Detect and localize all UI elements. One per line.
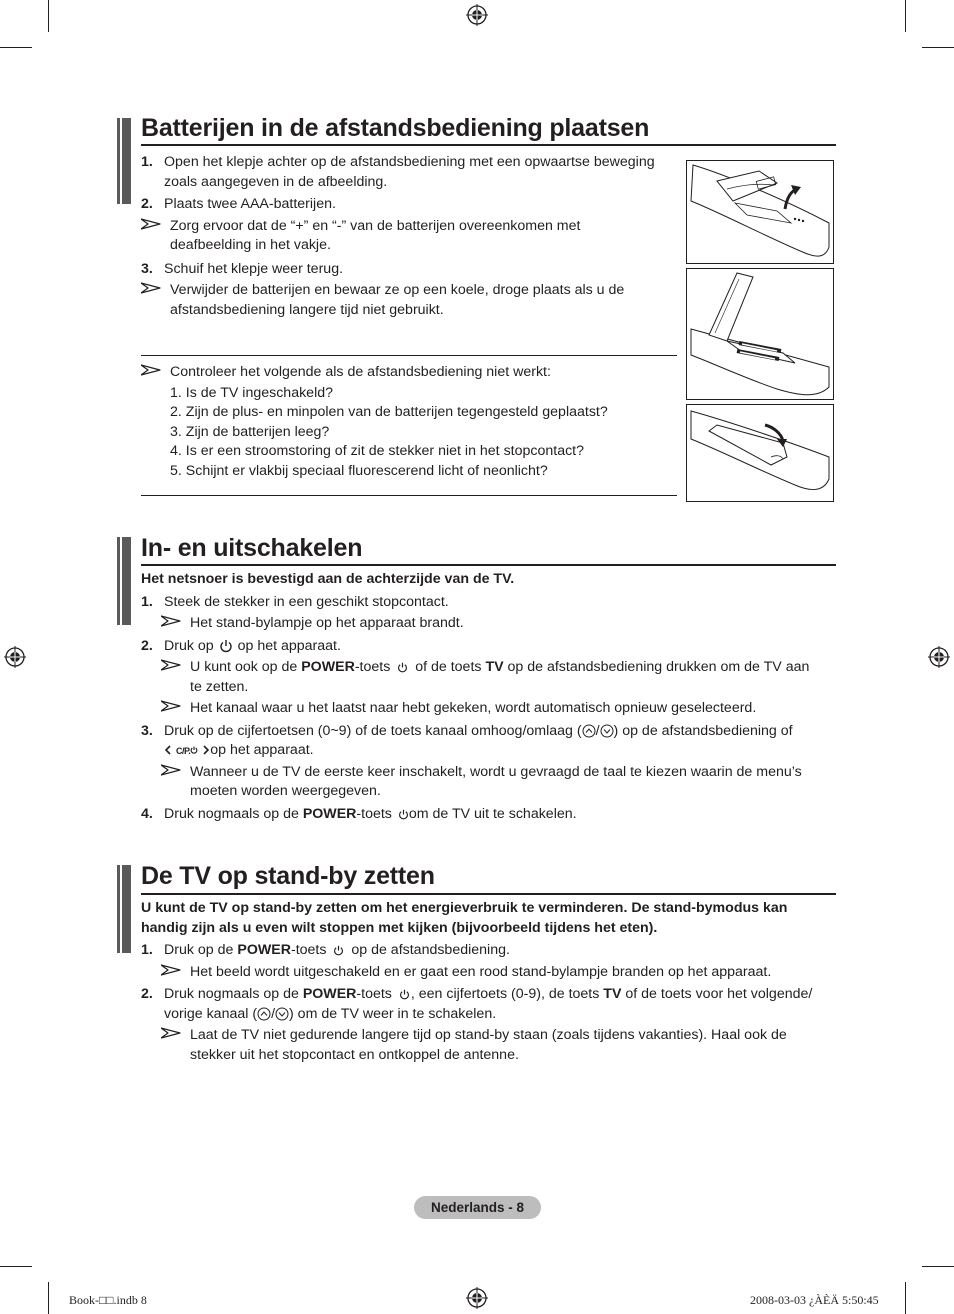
power-key-label: POWER [301, 659, 355, 675]
note-text: afstandsbediening langere tijd niet gebruikt. [170, 302, 444, 318]
step-text-part: Druk op de cijfertoetsen (0~9) of de toets kanaal omhoog/omlaag ( [164, 723, 582, 739]
channel-key-label: C/P. [175, 746, 191, 756]
step-number: 1. [141, 594, 153, 610]
divider [141, 495, 677, 496]
tv-key-label: TV [603, 986, 622, 1002]
step-text-part: -toets [356, 986, 392, 1002]
registration-mark-icon [928, 646, 950, 668]
step-text-part: vorige kanaal ( [164, 1006, 258, 1022]
note-arrow-icon [161, 1027, 181, 1039]
note-text: Het beeld wordt uitgeschakeld en er gaat een rood stand-bylampje branden op het apparaat. [190, 964, 772, 980]
note-text [190, 657, 809, 677]
note-text-part: U kunt ook op de [190, 659, 298, 675]
checklist-item: 3. Zijn de batterijen leeg? [170, 424, 330, 440]
step-text-part: Druk nogmaals op de [164, 986, 299, 1002]
note-arrow-icon [161, 964, 181, 976]
note-text: stekker uit het stopcontact en ontkoppel de antenne. [190, 1047, 519, 1063]
checklist-intro: Controleer het volgende als de afstandsbediening niet werkt: [170, 364, 551, 380]
section-intro: U kunt de TV op stand-by zetten om het energieverbruik te verminderen. De stand-bymodus kan [141, 900, 788, 916]
note-text-part: of de toets [415, 659, 482, 675]
step-text-part: op het apparaat. [210, 742, 314, 758]
page-number-badge: Nederlands - 8 [414, 1196, 541, 1219]
section-title: De TV op stand-by zetten [141, 862, 435, 890]
power-key-label: POWER [302, 806, 357, 822]
note-text-part: op de afstandsbediening drukken om de TV aan [507, 659, 810, 675]
power-icon [399, 989, 410, 1000]
step-text: Open het klepje achter op de afstandsbediening met een opwaartse beweging [164, 154, 655, 170]
section-intro: handig zijn als u even wilt stoppen met kijken (bijvoorbeeld tijdens het eten). [141, 920, 658, 936]
step-text-part: ) op de afstandsbediening of [613, 723, 793, 739]
step-number: 2. [141, 638, 153, 654]
step-text: Plaats twee AAA-batterijen. [164, 196, 336, 212]
section-rule [141, 893, 836, 895]
note-text: Het stand-bylampje op het apparaat brandt. [190, 615, 464, 631]
step-text-part: ) om de TV weer in te schakelen. [289, 1006, 497, 1022]
step-text-part: of de toets voor het volgende/ [625, 986, 813, 1002]
tv-key-label: TV [485, 659, 504, 675]
note-text: deafbeelding in het vakje. [170, 237, 331, 253]
note-arrow-icon [141, 218, 161, 230]
section-intro: Het netsnoer is bevestigd aan de achterzijde van de TV. [141, 571, 515, 587]
note-text: Zorg ervoor dat de “+” en “-” van de batterijen overeenkomen met [170, 218, 581, 234]
print-slug-left: Book-□□.indb 8 [69, 1293, 147, 1307]
step-text-part: op de afstandsbediening. [351, 942, 510, 958]
step-text [164, 740, 314, 761]
section-rule [141, 564, 836, 566]
step-text-part: -toets [290, 942, 327, 958]
note-arrow-icon [161, 615, 181, 627]
note-arrow-icon [141, 282, 161, 294]
note-text: te zetten. [190, 679, 249, 695]
crop-mark [905, 1282, 906, 1314]
power-icon [397, 662, 408, 673]
registration-mark-icon [4, 646, 26, 668]
channel-up-icon [582, 724, 596, 738]
step-number: 2. [141, 196, 153, 212]
checklist-item: 2. Zijn de plus- en minpolen van de batterijen tegengesteld geplaatst? [170, 404, 608, 420]
step-text-part: -toets [356, 806, 392, 822]
step-text: Schuif het klepje weer terug. [164, 261, 344, 277]
remote-illustration-open [686, 160, 834, 264]
note-arrow-icon [161, 700, 181, 712]
channel-down-icon [275, 1007, 289, 1021]
crop-mark [922, 1266, 954, 1267]
step-text-part: op het apparaat. [237, 638, 341, 654]
divider [141, 355, 677, 356]
crop-mark [905, 0, 906, 32]
registration-mark-icon [466, 1287, 488, 1309]
note-text: Het kanaal waar u het laatst naar hebt gekeken, wordt automatisch opnieuw geselecteerd. [190, 700, 757, 716]
power-key-label: POWER [237, 942, 291, 958]
section-marker [117, 537, 131, 625]
step-text: zoals aangegeven in de afbeelding. [164, 174, 388, 190]
note-text: Laat de TV niet gedurende langere tijd op stand-by staan (zoals tijdens vakanties). Haal ook de [190, 1027, 787, 1043]
power-icon [333, 945, 344, 956]
step-text-part: Druk nogmaals op de [164, 806, 299, 822]
note-text: Verwijder de batterijen en bewaar ze op een koele, droge plaats als u de [170, 282, 625, 298]
step-text [164, 984, 812, 1004]
checklist-item: 1. Is de TV ingeschakeld? [170, 385, 333, 401]
channel-down-icon [600, 724, 614, 738]
step-number: 2. [141, 986, 153, 1002]
step-text-part: Druk op de [164, 942, 234, 958]
step-number: 3. [141, 261, 153, 277]
crop-mark [0, 47, 32, 48]
step-text [164, 636, 341, 656]
section-marker [117, 865, 131, 953]
step-text: Steek de stekker in een geschikt stopcontact. [164, 594, 449, 610]
section-rule [141, 144, 836, 146]
power-icon [190, 746, 198, 754]
step-text-part: , een cijfertoets (0-9), de toets [410, 986, 600, 1002]
registration-mark-icon [466, 4, 488, 26]
step-text [164, 940, 510, 960]
checklist-item: 4. Is er een stroomstoring of zit de stekker niet in het stopcontact? [170, 443, 585, 459]
checklist-item: 5. Schijnt er vlakbij speciaal fluorescerend licht of neonlicht? [170, 463, 548, 479]
note-arrow-icon [161, 764, 181, 776]
crop-mark [922, 47, 954, 48]
step-number: 1. [141, 154, 153, 170]
power-key-label: POWER [302, 986, 357, 1002]
power-icon [398, 809, 409, 820]
print-slug-right: 2008-03-03 ¿ÀÈÄ 5:50:45 [750, 1293, 879, 1307]
step-text: Druk op de cijfertoetsen (0~9) of de toets kanaal omhoog/omlaag ( / ) op de afstandsbediening of [164, 723, 793, 739]
remote-illustration-batteries [686, 268, 834, 400]
crop-mark [48, 1282, 49, 1314]
channel-up-icon [257, 1007, 271, 1021]
step-text: vorige kanaal ( / ) om de TV weer in te schakelen. [164, 1006, 497, 1022]
crop-mark [0, 1266, 32, 1267]
step-number: 3. [141, 723, 153, 739]
step-text [164, 804, 577, 824]
note-arrow-icon [161, 659, 181, 671]
note-text: moeten worden weergegeven. [190, 783, 381, 799]
step-text-part: om de TV uit te schakelen. [408, 806, 577, 822]
power-icon [219, 639, 233, 653]
chevron-left-icon [164, 745, 172, 755]
step-text-part: Druk op [164, 638, 214, 654]
section-title: Batterijen in de afstandsbediening plaatsen [141, 114, 650, 142]
note-arrow-icon [141, 364, 161, 376]
section-marker [117, 118, 131, 204]
step-number: 4. [141, 806, 153, 822]
step-number: 1. [141, 942, 153, 958]
crop-mark [48, 0, 49, 32]
note-text: Wanneer u de TV de eerste keer inschakelt, wordt u gevraagd de taal te kiezen waarin de menu’s [190, 764, 802, 780]
remote-illustration-close [686, 404, 834, 502]
note-text-part: -toets [354, 659, 391, 675]
section-title: In- en uitschakelen [141, 534, 363, 562]
